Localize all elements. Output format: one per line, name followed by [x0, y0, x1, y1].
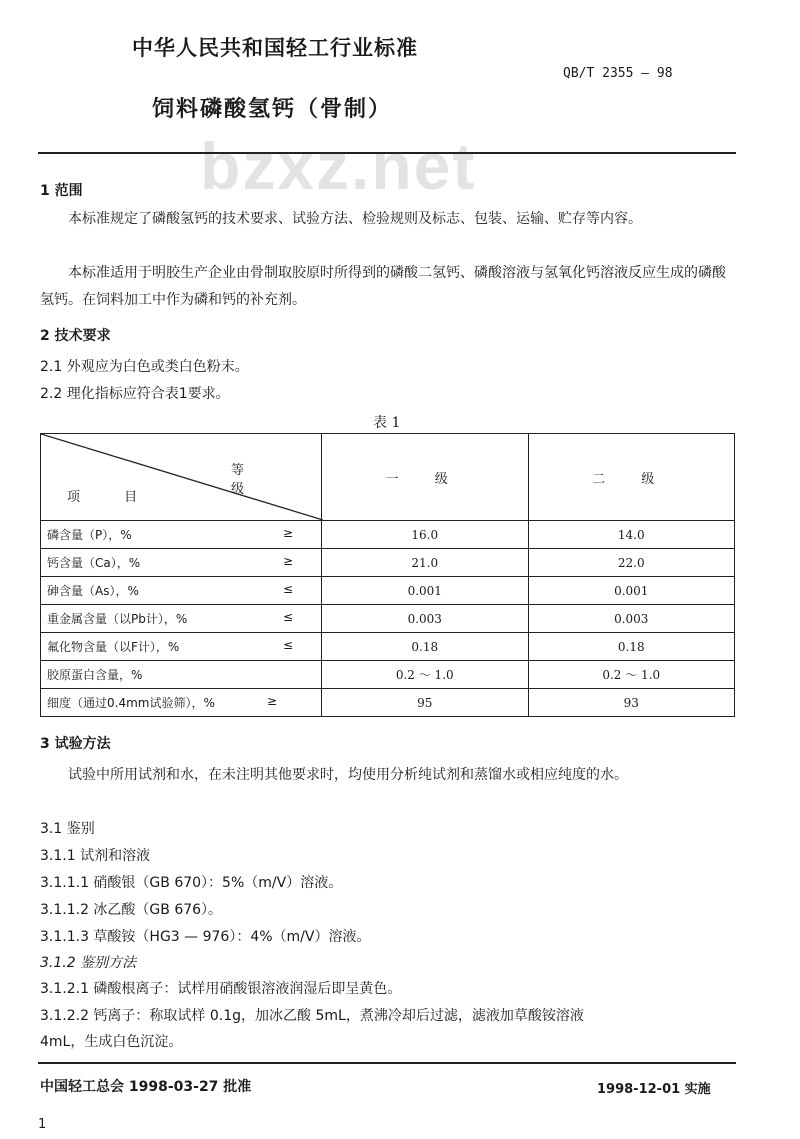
- grade-1-value: 21.0: [322, 549, 529, 577]
- clause-3-1-1-1: 3.1.1.1 硝酸银（GB 670）：5%（m/V）溶液。: [40, 875, 343, 891]
- table-row: [41, 521, 735, 549]
- comparison-symbol: ≤: [282, 638, 293, 652]
- row-item: [41, 521, 322, 549]
- section-3-intro: 试验中所用试剂和水，在未注明其他要求时，均使用分析纯试剂和蒸馏水或相应纯度的水。: [68, 767, 628, 783]
- table-1: [40, 433, 735, 717]
- org-title: 中华人民共和国轻工行业标准: [132, 36, 418, 60]
- clause-3-1-2-1: 3.1.2.1 磷酸根离子：试样用硝酸银溶液润湿后即呈黄色。: [40, 981, 402, 997]
- row-item: [41, 689, 322, 717]
- grade-1-value: 95: [322, 689, 529, 717]
- bottom-rule: [38, 1062, 736, 1064]
- watermark: bzxz.net: [200, 129, 477, 203]
- item-text: 胶原蛋白含量，%: [47, 668, 143, 682]
- grade-2-value: 0.003: [528, 605, 735, 633]
- row-item: [41, 633, 322, 661]
- comparison-symbol: ≥: [282, 554, 293, 568]
- comparison-symbol: ≥: [266, 694, 277, 708]
- table-row: [41, 577, 735, 605]
- table-header-row: [41, 434, 735, 521]
- column-header-grade-1: 一 级: [322, 434, 529, 521]
- row-item: [41, 549, 322, 577]
- grade-1-value: 0.001: [322, 577, 529, 605]
- clause-3-1-1-3: 3.1.1.3 草酸铵（HG3 — 976）：4%（m/V）溶液。: [40, 929, 371, 945]
- table-row: [41, 689, 735, 717]
- section-1-paragraph-1: 本标准规定了磷酸氢钙的技术要求、试验方法、检验规则及标志、包装、运输、贮存等内容。: [68, 211, 642, 227]
- top-rule: [38, 152, 736, 154]
- table-row: [41, 633, 735, 661]
- standard-code: QB/T 2355 — 98: [563, 66, 673, 81]
- grade-1-value: 0.2 ～ 1.0: [322, 661, 529, 689]
- item-text: 钙含量（Ca），%: [47, 556, 141, 570]
- diagonal-header-cell: [41, 434, 322, 521]
- clause-3-1-2-2-line-1: 3.1.2.2 钙离子：称取试样 0.1g，加冰乙酸 5mL，煮沸冷却后过滤，滤液加草酸铵溶液: [40, 1008, 584, 1024]
- item-text: 砷含量（As），%: [47, 584, 139, 598]
- clause-3-1: 3.1 鉴别: [40, 821, 95, 837]
- grade-2-value: 0.2 ～ 1.0: [528, 661, 735, 689]
- grade-1-value: 0.18: [322, 633, 529, 661]
- section-1-heading: 1 范围: [40, 183, 83, 199]
- grade-1-value: 16.0: [322, 521, 529, 549]
- document-title: 饲料磷酸氢钙（骨制）: [152, 97, 393, 122]
- column-header-grade-2: 二 级: [528, 434, 735, 521]
- grade-2-value: 22.0: [528, 549, 735, 577]
- table-caption: 表 1: [373, 415, 401, 431]
- item-text: 磷含量（P），%: [47, 528, 132, 542]
- item-text: 重金属含量（以Pb计），%: [47, 612, 188, 626]
- table-row: [41, 605, 735, 633]
- clause-3-1-1-2: 3.1.1.2 冰乙酸（GB 676）。: [40, 902, 223, 918]
- item-label: 项 目: [67, 490, 158, 505]
- comparison-symbol: ≤: [282, 610, 293, 624]
- page-number: 1: [38, 1117, 47, 1132]
- comparison-symbol: ≤: [282, 582, 293, 596]
- grade-label: 等 级: [231, 463, 265, 497]
- effective-date: 1998-12-01 实施: [597, 1082, 711, 1097]
- clause-3-1-2: 3.1.2 鉴别方法: [40, 955, 137, 971]
- section-3-heading: 3 试验方法: [40, 736, 111, 752]
- clause-3-1-1: 3.1.1 试剂和溶液: [40, 848, 151, 864]
- table-row: [41, 661, 735, 689]
- section-2-heading: 2 技术要求: [40, 328, 111, 344]
- grade-1-value: 0.003: [322, 605, 529, 633]
- table-row: [41, 549, 735, 577]
- section-1-paragraph-2: 本标准适用于明胶生产企业由骨制取胶原时所得到的磷酸二氢钙、磷酸溶液与氢氧化钙溶液反应生成的磷酸氢钙。在饲料加工中作为磷和钙的补充剂。: [40, 265, 726, 308]
- grade-2-value: 0.001: [528, 577, 735, 605]
- item-text: 细度（通过0.4mm试验筛），%: [47, 696, 215, 710]
- grade-2-value: 0.18: [528, 633, 735, 661]
- approval-info: 中国轻工总会 1998-03-27 批准: [40, 1079, 252, 1095]
- grade-2-value: 14.0: [528, 521, 735, 549]
- clause-2-2: 2.2 理化指标应符合表1要求。: [40, 386, 230, 402]
- grade-2-value: 93: [528, 689, 735, 717]
- row-item: [41, 661, 322, 689]
- item-text: 氟化物含量（以F计），%: [47, 640, 180, 654]
- row-item: [41, 605, 322, 633]
- clause-2-1: 2.1 外观应为白色或类白色粉末。: [40, 359, 249, 375]
- row-item: [41, 577, 322, 605]
- comparison-symbol: ≥: [282, 526, 293, 540]
- clause-3-1-2-2-line-2: 4mL，生成白色沉淀。: [40, 1034, 183, 1050]
